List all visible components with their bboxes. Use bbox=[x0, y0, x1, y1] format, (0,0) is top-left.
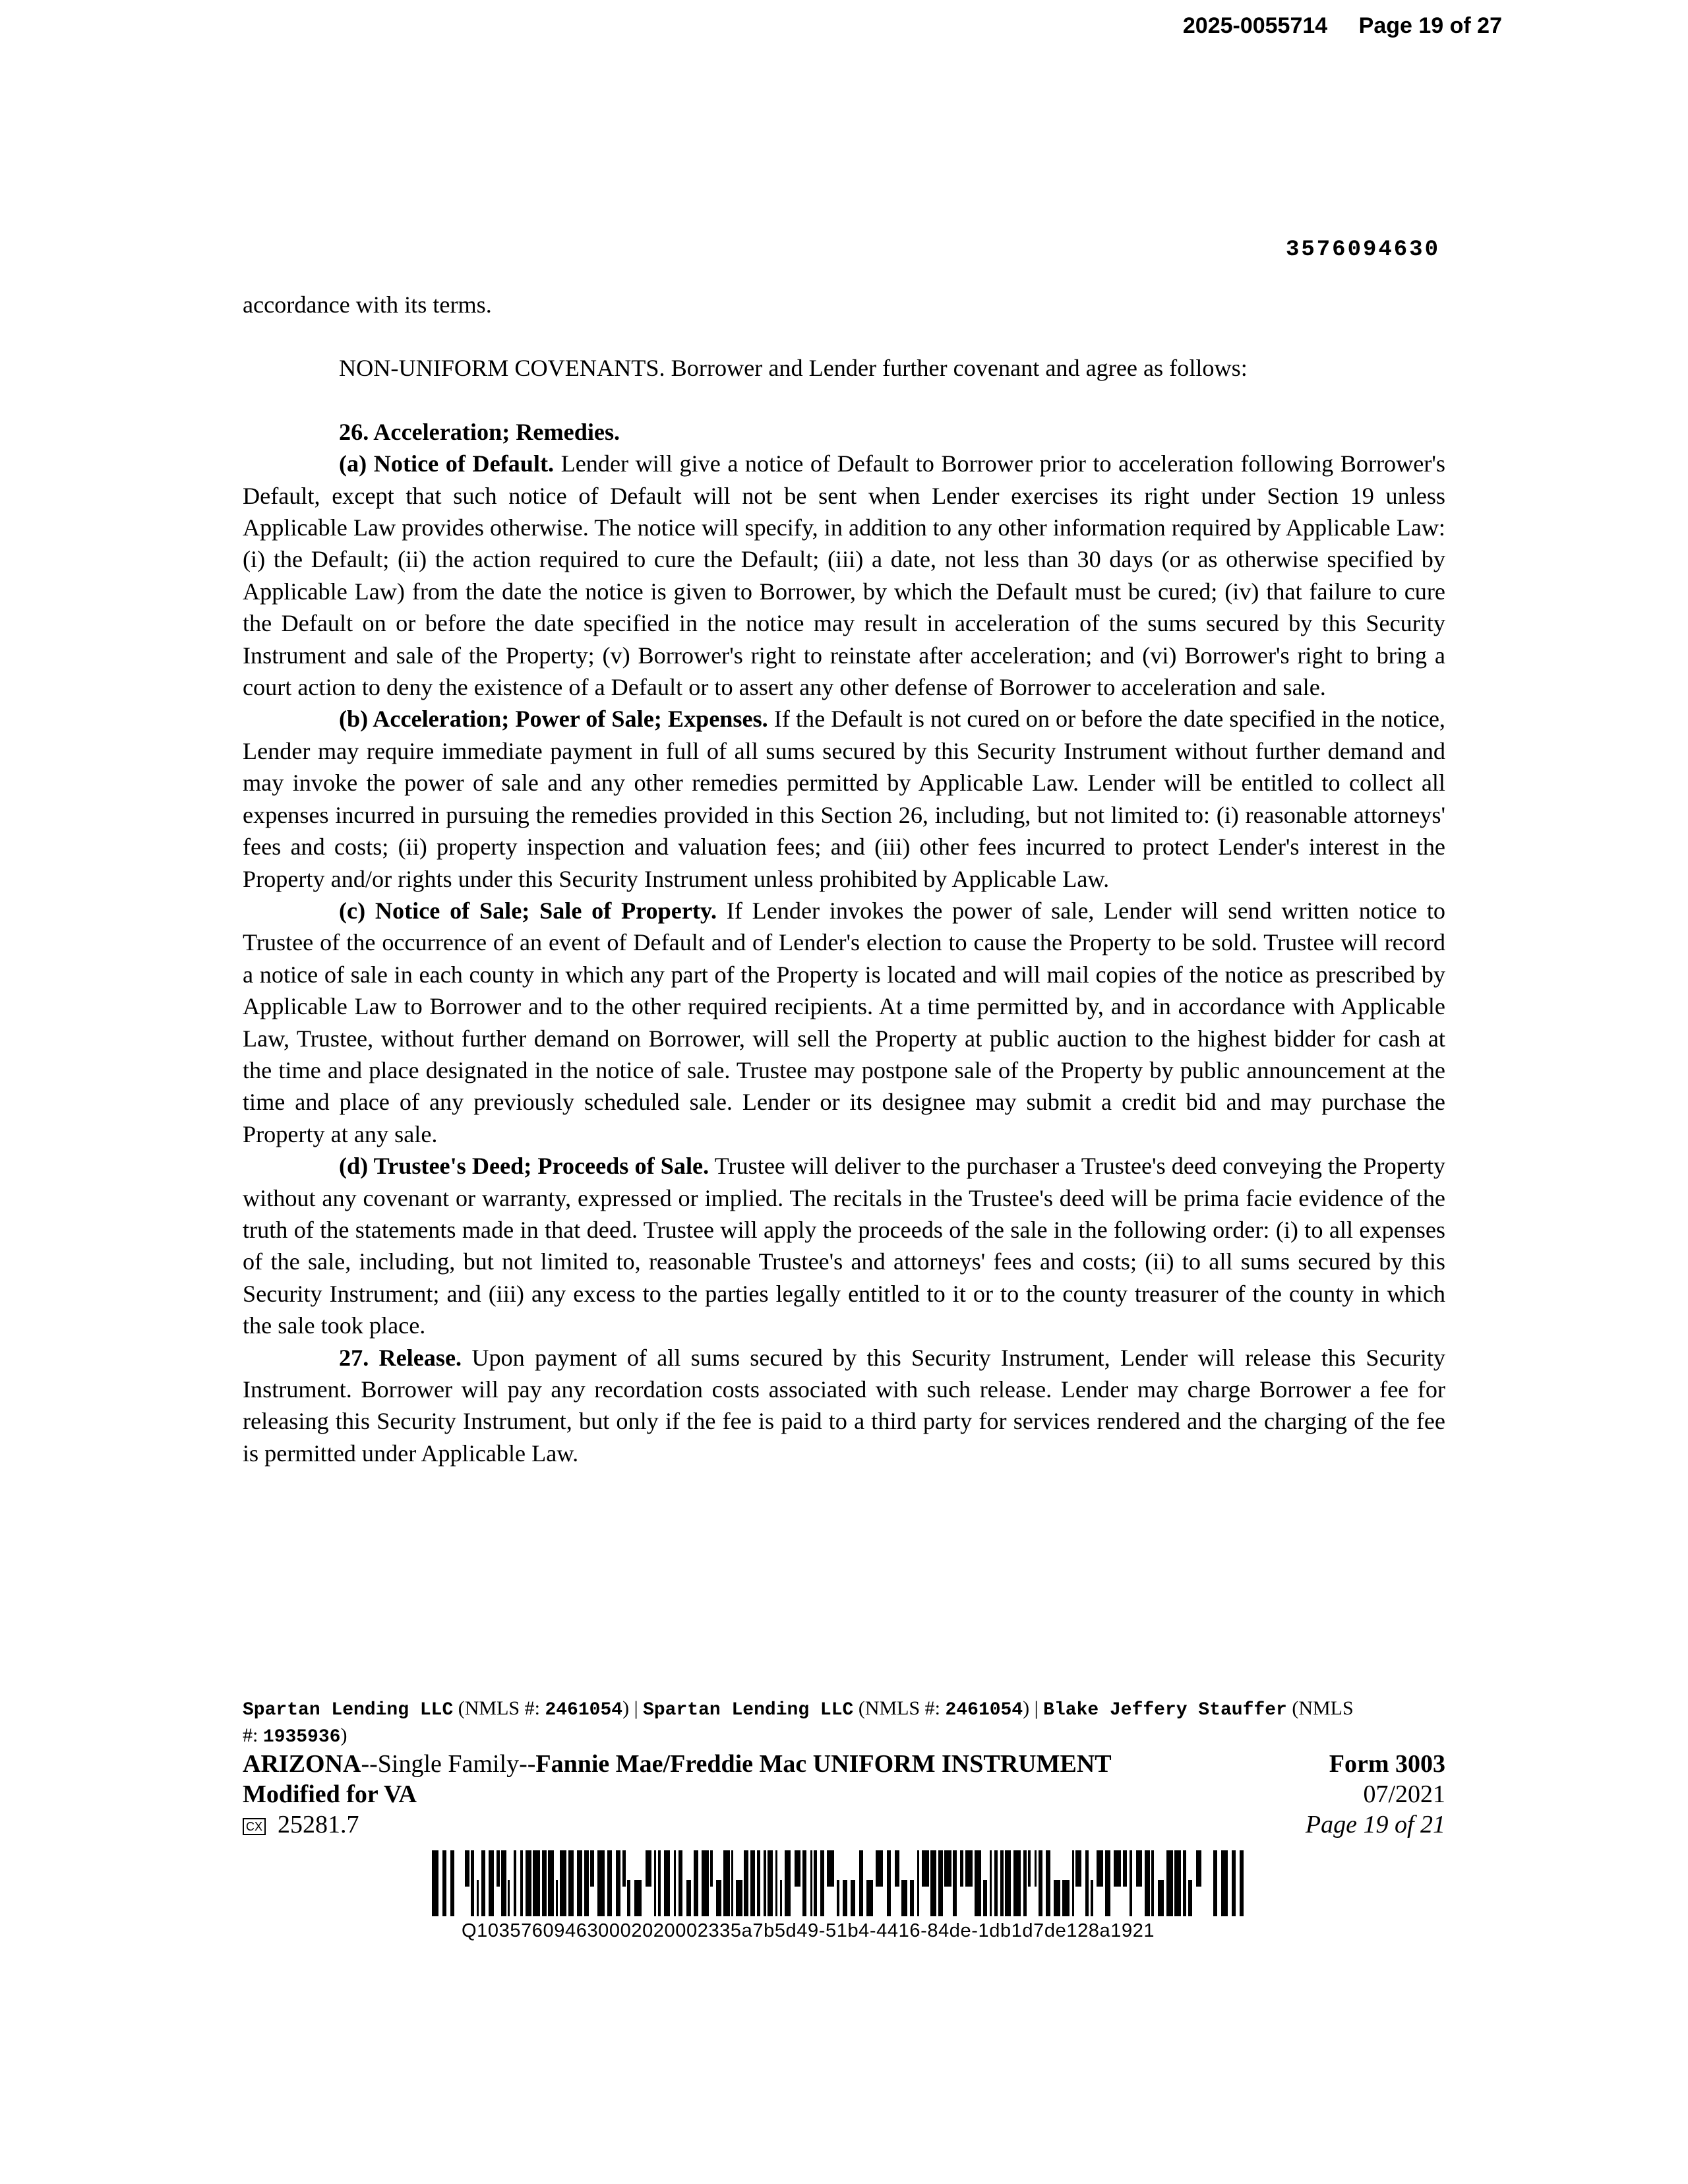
section-27-text: Upon payment of all sums secured by this Security Instrument, Lender will release this Security Instrument. Borrower will pay any recordation costs associated with such release. Lender may charge Borrower a fee for releasing this Security Instrument, but only if the fee is paid to a third party for services rendered and the charging of the fee is permitted under Applicable Law. bbox=[243, 1344, 1445, 1467]
paragraph-b-title: (b) Acceleration; Power of Sale; Expenses. bbox=[339, 706, 768, 733]
form-page: Page 19 of 21 bbox=[1305, 1811, 1445, 1838]
instrument-name: Fannie Mae/Freddie Mac UNIFORM INSTRUMENT bbox=[535, 1750, 1112, 1778]
form-date: 07/2021 bbox=[1363, 1780, 1445, 1808]
paragraph-c-title: (c) Notice of Sale; Sale of Property. bbox=[339, 897, 717, 924]
loan-number: 3576094630 bbox=[1285, 237, 1440, 262]
paragraph-d bbox=[243, 1150, 1445, 1341]
state-separator: --Single Family-- bbox=[361, 1750, 536, 1778]
recording-number: 2025-0055714 bbox=[1182, 13, 1328, 38]
form-version-line bbox=[243, 1809, 1445, 1840]
nmls-label: (NMLS #: bbox=[243, 1697, 1354, 1746]
paragraph-c bbox=[243, 895, 1445, 1150]
paragraph-d-title: (d) Trustee's Deed; Proceeds of Sale. bbox=[339, 1153, 709, 1180]
barcode-text: Q103576094630002020002335a7b5d49-51b4-4416-84de-1db1d7de128a1921 bbox=[462, 1920, 1155, 1941]
form-footer bbox=[243, 1749, 1445, 1840]
modified-for: Modified for VA bbox=[243, 1780, 417, 1808]
paragraph-b-text: If the Default is not cured on or before the date specified in the notice, Lender may require immediate payment in full of all sums secured by this Security Instrument without further demand and may invoke the power of sale and any other remedies permitted by Applicable Law. Lender will be entitled to collect all expenses incurred in pursuing the remedies provided in this Section 26, including, but not limited to: (i) reasonable attorneys' fees and costs; (ii) property inspection and valuation fees; and (iii) other fees incurred to protect Lender's interest in the Property and/or rights under this Security Instrument unless prohibited by Applicable Law. bbox=[243, 706, 1445, 892]
carryover-text: accordance with its terms. bbox=[243, 291, 492, 318]
section-27 bbox=[243, 1342, 1445, 1470]
section-27-title: 27. Release. bbox=[339, 1344, 462, 1371]
paragraph-b bbox=[243, 703, 1445, 894]
separator: ) | bbox=[622, 1697, 644, 1719]
paragraph-d-text: Trustee will deliver to the purchaser a Trustee's deed conveying the Property without any covenant or warranty, expressed or implied. The recitals in the Trustee's deed will be prima facie evidence of the truth of the statements made in that deed. Trustee will apply the proceeds of the sale in the following order: (i) to all expenses of the sale, including, but not limited to, reasonable Trustee's and attorneys' fees and costs; (ii) to all sums secured by this Security Instrument; and (iii) any excess to the parties legally entitled to it or to the county treasurer of the county in which the sale took place. bbox=[243, 1153, 1445, 1339]
paragraph-a-title: (a) Notice of Default. bbox=[339, 450, 555, 477]
paragraph-a-text: Lender will give a notice of Default to Borrower prior to acceleration following Borrower's Default, except that such notice of Default will not be sent when Lender exercises its right under Section 19 unless Applicable Law provides otherwise. The notice will specify, in addition to any other information required by Applicable Law: (i) the Default; (ii) the action required to cure the Default; (iii) a date, not less than 30 days (or as otherwise specified by Applicable Law) from the date the notice is given to Borrower, by which the Default must be cured; (iv) that failure to cure the Default on or before the date specified in the notice may result in acceleration of the sums secured by this Security Instrument and sale of the Property; (v) Borrower's right to reinstate after acceleration; and (vi) Borrower's right to bring a court action to deny the existence of a Default or to assert any other defense of Borrower to acceleration and sale. bbox=[243, 450, 1445, 701]
cx-logo: CX bbox=[243, 1818, 266, 1835]
lender-1-nmls: 2461054 bbox=[545, 1700, 623, 1720]
lender-2-nmls: 2461054 bbox=[945, 1700, 1023, 1720]
nmls-label: (NMLS #: bbox=[453, 1697, 545, 1719]
separator: ) bbox=[340, 1724, 347, 1746]
section-26-heading: 26. Acceleration; Remedies. bbox=[339, 418, 620, 445]
originator-name: Blake Jeffery Stauffer bbox=[1043, 1700, 1287, 1720]
originator-nmls: 1935936 bbox=[262, 1727, 341, 1747]
paragraph-c-text: If Lender invokes the power of sale, Lender will send written notice to Trustee of the occurrence of an event of Default and of Lender's election to cause the Property to be sold. Trustee will record a notice of sale in each county in which any part of the Property is located and will mail copies of the notice as prescribed by Applicable Law to Borrower and to the other required recipients. At a time permitted by, and in accordance with Applicable Law, Trustee, without further demand on Borrower, will sell the Property at public auction to the highest bidder for cash at the time and place designated in the notice of sale. Trustee may postpone sale of the Property by public announcement at the time and place of any previously scheduled sale. Lender or its designee may submit a credit bid and may purchase the Property at any sale. bbox=[243, 897, 1445, 1147]
document-body bbox=[243, 289, 1445, 1469]
form-number: Form 3003 bbox=[1329, 1750, 1445, 1778]
recording-stamp bbox=[1183, 13, 1502, 39]
instrument-title bbox=[243, 1749, 1445, 1779]
recording-page: Page 19 of 27 bbox=[1358, 13, 1502, 38]
separator: ) | bbox=[1023, 1697, 1044, 1719]
lender-1-name: Spartan Lending LLC bbox=[243, 1700, 454, 1720]
form-version: 25281.7 bbox=[278, 1811, 359, 1838]
state: ARIZONA bbox=[243, 1750, 361, 1778]
barcode bbox=[432, 1850, 1253, 1916]
form-id-block bbox=[1306, 1749, 1445, 1840]
non-uniform-covenants: NON-UNIFORM COVENANTS. Borrower and Lender further covenant and agree as follows: bbox=[339, 355, 1248, 382]
nmls-label: (NMLS #: bbox=[853, 1697, 946, 1719]
lender-2-name: Spartan Lending LLC bbox=[643, 1700, 854, 1720]
lender-info bbox=[243, 1696, 1364, 1750]
paragraph-a bbox=[243, 448, 1445, 703]
